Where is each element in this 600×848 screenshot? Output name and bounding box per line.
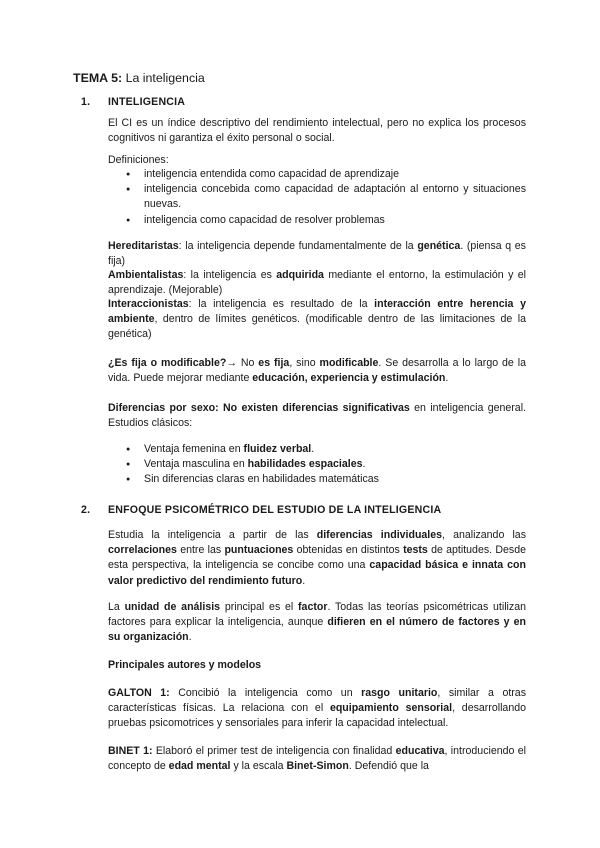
section-2-heading <box>81 503 441 518</box>
s2-paragraph-2: La unidad de análisis principal es el factor. Todas las teorías psicométricas utilizan factores para explicar la inteligencia, aunque difieren en el número de factores y en su organización. <box>108 601 526 644</box>
autores-heading: Principales autores y modelos <box>108 659 262 671</box>
s2-paragraph-1: Estudia la inteligencia a partir de las diferencias individuales, analizando las correlaciones entre las puntuaciones obtenidas en distintos tests de aptitudes. Desde esta perspectiva, la inteligencia se concibe como una capacidad básica e innata con valor predictivo del rendimiento futuro. <box>108 529 526 587</box>
definitions-list <box>108 167 526 228</box>
title-rest: La inteligencia <box>125 71 205 85</box>
binet-paragraph: BINET 1: Elaboró el primer test de inteligencia con finalidad educativa, introduciendo el concepto de edad mental y la escala Binet-Simon. Defendió que la <box>108 745 526 773</box>
list-item: ● Ventaja masculina en habilidades espaciales. <box>108 457 526 472</box>
list-item: ● Sin diferencias claras en habilidades matemáticas <box>108 472 526 487</box>
list-item: ● inteligencia entendida como capacidad de aprendizaje <box>108 167 526 182</box>
list-item: ● inteligencia concebida como capacidad de adaptación al entorno y situaciones nuevas. <box>108 182 526 212</box>
title-prefix: TEMA 5: <box>73 71 123 85</box>
s1-intro-paragraph: El CI es un índice descriptivo del rendimiento intelectual, pero no explica los procesos cognitivos ni garantiza el éxito personal o social. <box>108 117 526 145</box>
definitions-label: Definiciones: <box>108 154 169 166</box>
list-item: ● inteligencia como capacidad de resolver problemas <box>108 213 526 228</box>
ambientalistas-paragraph: Ambientalistas: la inteligencia es adquirida mediante el entorno, la estimulación y el aprendizaje. (Mejorable) <box>108 269 526 297</box>
galton-paragraph: GALTON 1: Concibió la inteligencia como un rasgo unitario, similar a otras características físicas. La relaciona con el equipamiento sensorial, desarrollando pruebas psicomotrices y sensoriales para inferir la capacidad intelectual. <box>108 687 526 730</box>
section-1-number: 1. <box>81 96 91 108</box>
interaccionistas-paragraph: Interaccionistas: la inteligencia es resultado de la interacción entre herencia y ambiente, dentro de límites genéticos. (modificable dentro de las limitaciones de la genética) <box>108 298 526 341</box>
fija-modificable-paragraph: ¿Es fija o modificable?→ No es fija, sino modificable. Se desarrolla a lo largo de la vida. Puede mejorar mediante educación, experiencia y estimulación. <box>108 357 526 385</box>
hereditaristas-paragraph: Hereditaristas: la inteligencia depende fundamentalmente de la genética. (piensa q es fija) <box>108 240 526 268</box>
section-1-heading <box>81 95 185 110</box>
section-1-title: INTELIGENCIA <box>108 96 186 108</box>
list-item: ● Ventaja femenina en fluidez verbal. <box>108 442 526 457</box>
section-2-number: 2. <box>81 504 91 516</box>
sexo-list <box>108 442 526 488</box>
section-2-title: ENFOQUE PSICOMÉTRICO DEL ESTUDIO DE LA INTELIGENCIA <box>108 504 442 516</box>
page-title <box>73 71 205 86</box>
diferencias-sexo-paragraph: Diferencias por sexo: No existen diferencias significativas en inteligencia general. Estudios clásicos: <box>108 402 526 430</box>
